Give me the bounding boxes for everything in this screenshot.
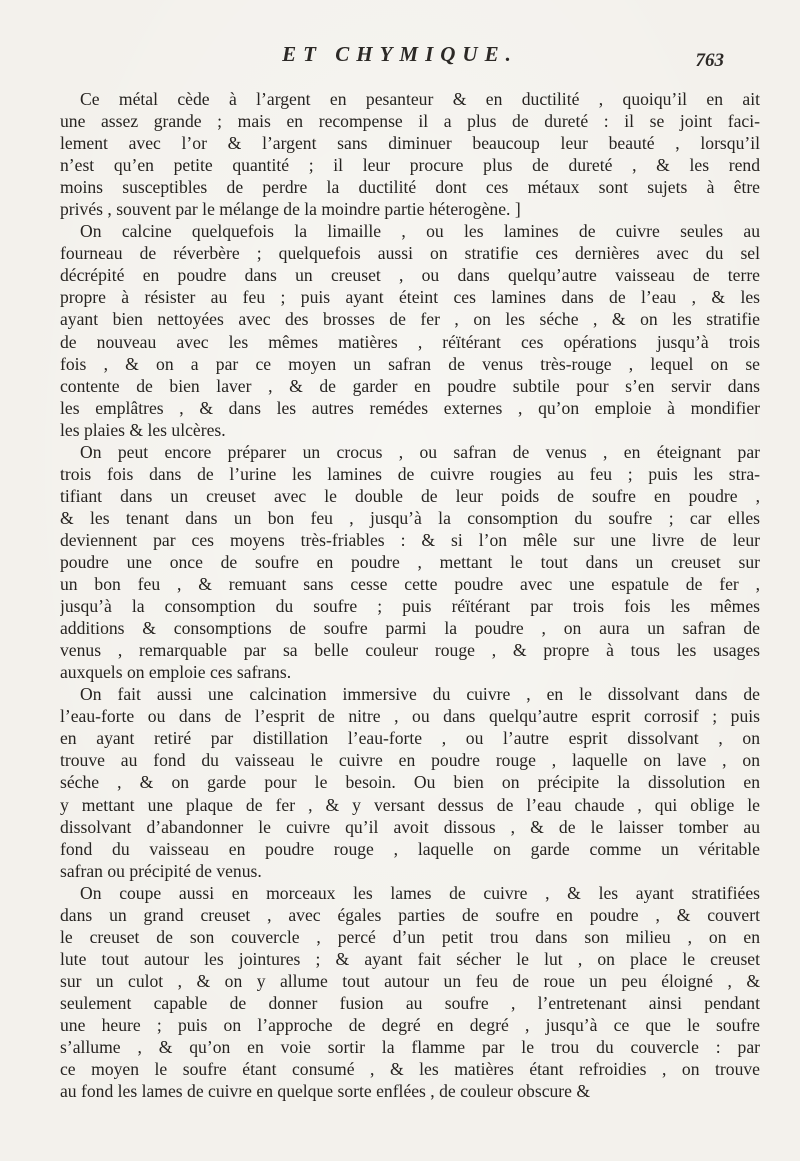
paragraph <box>60 441 760 684</box>
text-line: tifiant dans un creuset avec le double de leur poids de soufre en poudre , <box>60 485 760 506</box>
text-line: contente de bien laver , & de garder en poudre subtile pour s’en servir dans <box>60 375 760 396</box>
page-number: 763 <box>695 50 724 71</box>
text-line: ce moyen le soufre étant consumé , & les matières étant refroidies , on trouve <box>60 1059 760 1080</box>
text-line: les plaies & les ulcères. <box>60 419 226 440</box>
text-line: seulement capable de donner fusion au soufre , l’entretenant ainsi pendant <box>60 992 760 1013</box>
text-line: auxquels on emploie ces safrans. <box>60 662 292 683</box>
text-line: safran ou précipité de venus. <box>60 860 262 881</box>
text-line: trouve au fond du vaisseau le cuivre en poudre rouge , laquelle on lave , on <box>60 750 760 771</box>
paragraph <box>60 882 760 1102</box>
text-line: le creuset de son couvercle , percé d’un petit trou dans son milieu , on en <box>60 926 760 947</box>
text-line: trois fois dans de l’urine les lamines de cuivre rougies au feu ; puis les stra- <box>60 463 760 484</box>
text-line: s’allume , & qu’on en voie sortir la flamme par le trou du couvercle : par <box>60 1037 760 1058</box>
text-line: en ayant retiré par distillation l’eau-forte , ou l’autre esprit dissolvant , on <box>60 728 760 749</box>
text-line: fourneau de réverbère ; quelquefois aussi on stratifie ces dernières avec du sel <box>60 243 760 264</box>
text-line: deviennent par ces moyens très-friables : & si l’on mêle sur une livre de leur <box>60 529 760 550</box>
text-line: un bon feu , & remuant sans cesse cette poudre avec une espatule de fer , <box>60 574 760 595</box>
text-line: une heure ; puis on l’approche de degré en degré , jusqu’à ce que le soufre <box>60 1014 760 1035</box>
paragraph <box>60 220 760 440</box>
text-line: venus , remarquable par sa belle couleur rouge , & propre à tous les usages <box>60 640 760 661</box>
text-line: ayant bien nettoyées avec des brosses de fer , on les séche , & on les stratifie <box>60 309 760 330</box>
running-title: ET CHYMIQUE. <box>282 42 518 66</box>
text-line: On coupe aussi en morceaux les lames de cuivre , & les ayant stratifiées <box>80 882 760 903</box>
text-line: fond du vaisseau en poudre rouge , laquelle on garde comme un véritable <box>60 838 760 859</box>
paragraph <box>60 683 760 881</box>
text-line: moins susceptibles de perdre la ductilité dont ces métaux sont sujets à être <box>60 177 760 198</box>
text-line: jusqu’à la consomption du soufre ; puis réïtérant par trois fois les mêmes <box>60 596 760 617</box>
text-line: dissolvant d’abandonner le cuivre qu’il avoit dissous , & de le laisser tomber au <box>60 816 760 837</box>
body-text <box>60 88 760 1102</box>
text-line: n’est qu’en petite quantité ; il leur procure plus de dureté , & les rend <box>60 155 760 176</box>
text-line: & les tenant dans un bon feu , jusqu’à la consomption du soufre ; car elles <box>60 507 760 528</box>
paragraph <box>60 88 760 220</box>
text-line: fois , & on a par ce moyen un safran de venus très-rouge , lequel on se <box>60 353 760 374</box>
text-line: une assez grande ; mais en recompense il a plus de dureté : il se joint faci- <box>60 111 760 132</box>
text-line: lute tout autour les jointures ; & ayant fait sécher le lut , on place le creuset <box>60 948 760 969</box>
text-line: décrépité en poudre dans un creuset , ou dans quelqu’autre vaisseau de terre <box>60 265 760 286</box>
text-line: additions & consomptions de soufre parmi la poudre , on aura un safran de <box>60 618 760 639</box>
text-line: y mettant une plaque de fer , & y versant dessus de l’eau chaude , qui oblige le <box>60 794 760 815</box>
running-header <box>0 42 800 76</box>
text-line: l’eau-forte ou dans de l’esprit de nitre , ou dans quelqu’autre esprit corrosif ; puis <box>60 706 760 727</box>
text-line: poudre une once de soufre en poudre , mettant le tout dans un creuset sur <box>60 551 760 572</box>
text-line: dans un grand creuset , avec égales parties de soufre en poudre , & couvert <box>60 904 760 925</box>
text-line: privés , souvent par le mélange de la moindre partie héterogène. ] <box>60 199 521 220</box>
text-line: Ce métal cède à l’argent en pesanteur & en ductilité , quoiqu’il en ait <box>80 89 760 109</box>
text-line: de nouveau avec les mêmes matières , réïtérant ces opérations jusqu’à trois <box>60 331 760 352</box>
text-line: les emplâtres , & dans les autres remédes externes , qu’on emploie à mondifier <box>60 397 760 418</box>
text-line: propre à résister au feu ; puis ayant éteint ces lamines dans de l’eau , & les <box>60 287 760 308</box>
text-line: lement avec l’or & l’argent sans diminuer beaucoup leur beauté , lorsqu’il <box>60 133 760 154</box>
text-line: au fond les lames de cuivre en quelque sorte enflées , de couleur obscure & <box>60 1081 591 1102</box>
text-line: On calcine quelquefois la limaille , ou les lamines de cuivre seules au <box>80 221 760 242</box>
text-line: sur un culot , & on y allume tout autour un feu de roue un peu éloigné , & <box>60 970 760 991</box>
text-line: séche , & on garde pour le besoin. Ou bien on précipite la dissolution en <box>60 772 760 793</box>
text-line: On peut encore préparer un crocus , ou safran de venus , en éteignant par <box>80 441 760 462</box>
text-line: On fait aussi une calcination immersive du cuivre , en le dissolvant dans de <box>80 684 760 705</box>
